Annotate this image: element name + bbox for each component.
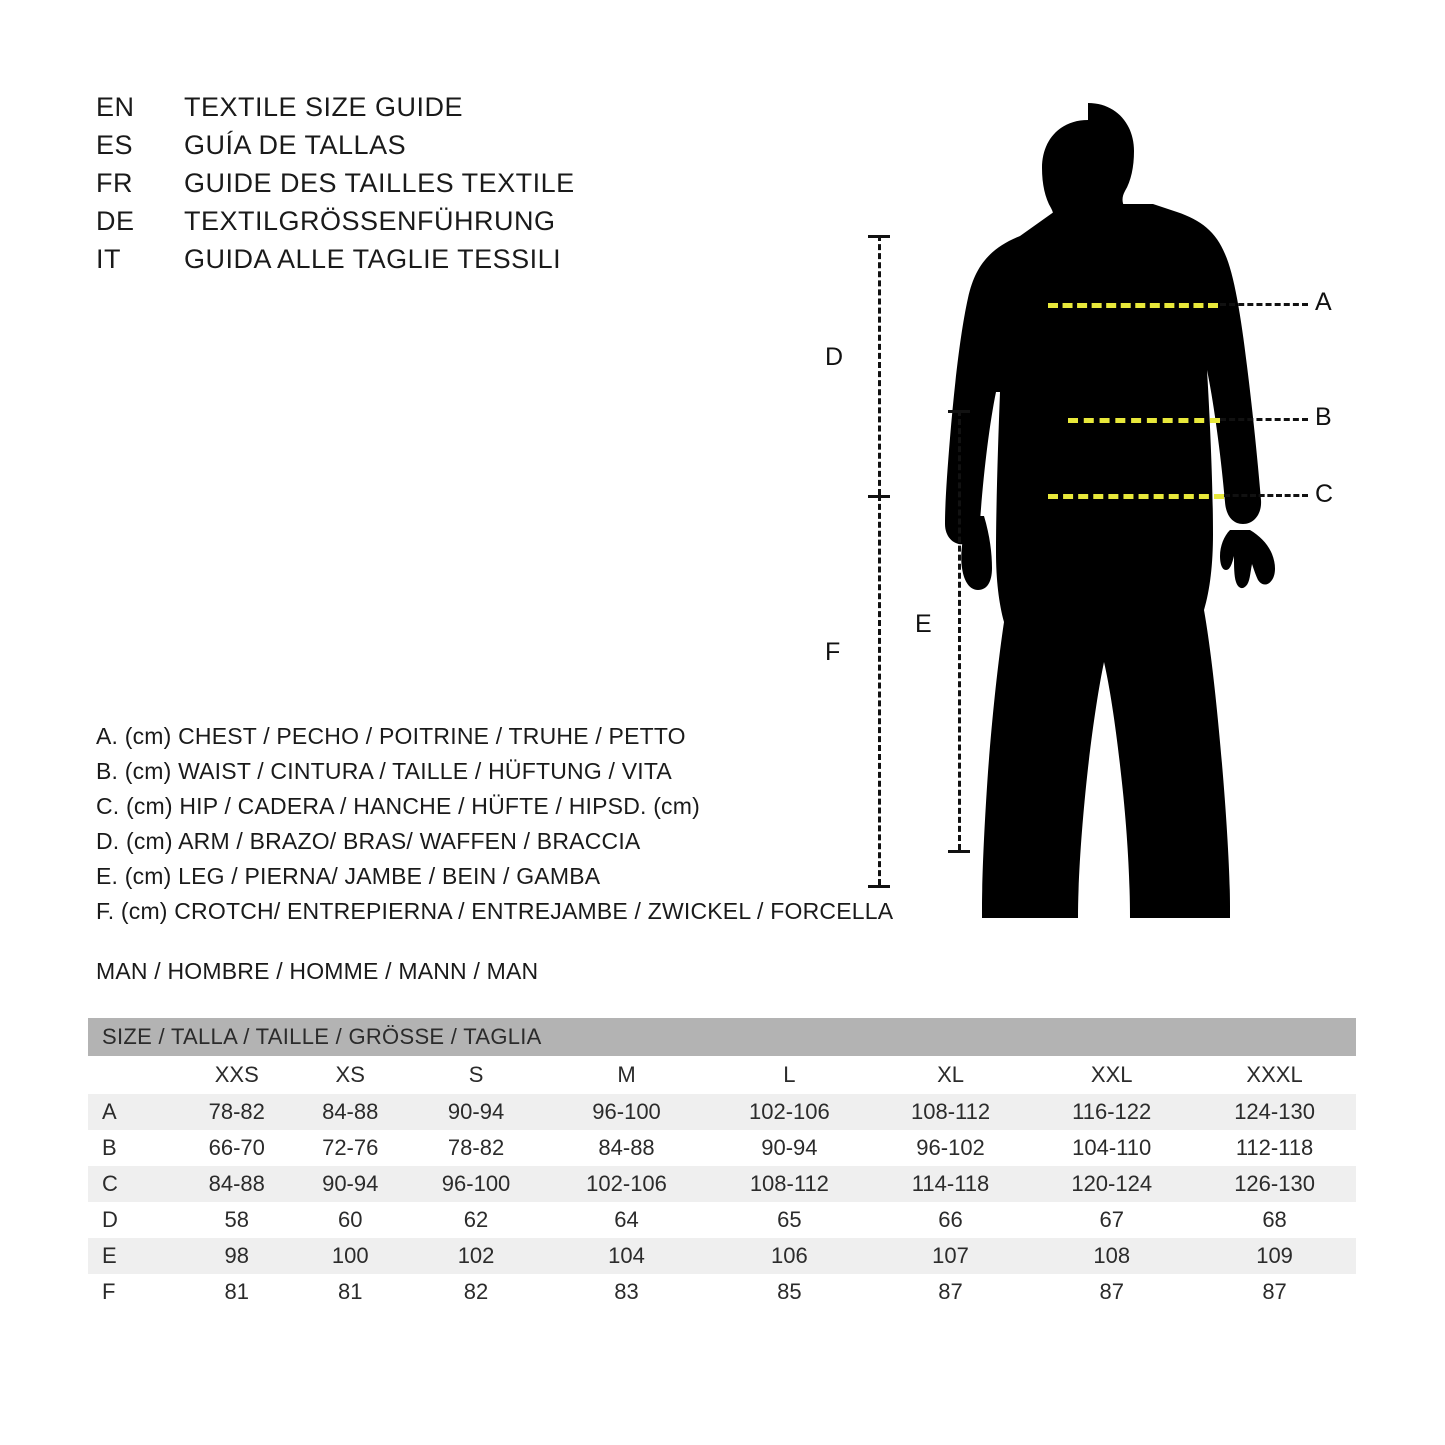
- cell-b-m: 84-88: [598, 1135, 655, 1160]
- chest-measure-line: [1048, 303, 1218, 308]
- title-text-es: GUÍA DE TALLAS: [184, 130, 407, 160]
- cell-f-xxs: 81: [224, 1279, 249, 1304]
- cell-d-xl: 66: [938, 1207, 963, 1232]
- legend-item-a: A. (cm) CHEST / PECHO / POITRINE / TRUHE / PETTO: [96, 723, 686, 749]
- leg-dimension-cap-top: [948, 410, 970, 413]
- cell-b-xs: 72-76: [322, 1135, 379, 1160]
- label-b: B: [1315, 403, 1332, 431]
- legend-item-b: B. (cm) WAIST / CINTURA / TAILLE / HÜFTUNG / VITA: [96, 758, 672, 784]
- arm-dimension-line: [878, 235, 881, 495]
- cell-e-s: 102: [407, 1238, 545, 1274]
- cell-e-xxl: 108: [1030, 1238, 1193, 1274]
- table-row: [88, 1166, 1356, 1202]
- cell-b-l: 90-94: [761, 1135, 818, 1160]
- label-d: D: [825, 343, 844, 371]
- table-row: [88, 1238, 1356, 1274]
- cell-f-xl: 87: [938, 1279, 963, 1304]
- title-lang-en: EN: [96, 92, 135, 122]
- cell-d-l: 65: [777, 1207, 802, 1232]
- row-label-b: B: [102, 1135, 117, 1160]
- cell-e-xl: 107: [871, 1238, 1031, 1274]
- legend-item-d: D. (cm) ARM / BRAZO/ BRAS/ WAFFEN / BRACCIA: [96, 828, 641, 854]
- cell-c-xxl: 120-124: [1030, 1166, 1193, 1202]
- measurement-legend: [96, 723, 893, 933]
- cell-b-s: 78-82: [447, 1135, 505, 1160]
- cell-b-xxl: 104-110: [1072, 1135, 1152, 1160]
- title-text-fr: GUIDE DES TAILLES TEXTILE: [184, 168, 575, 198]
- waist-measure-line: [1068, 418, 1220, 423]
- cell-c-l: 108-112: [708, 1166, 871, 1202]
- legend-item-e: E. (cm) LEG / PIERNA/ JAMBE / BEIN / GAMBA: [96, 863, 601, 889]
- col-header-xl: XL: [871, 1056, 1031, 1094]
- cell-d-xxxl: 68: [1262, 1207, 1287, 1232]
- title-lang-fr: FR: [96, 168, 133, 198]
- title-block: [96, 92, 575, 282]
- table-column-headers: [88, 1056, 1356, 1094]
- col-header-xxl: XXL: [1030, 1056, 1193, 1094]
- cell-a-l: 102-106: [708, 1094, 871, 1130]
- cell-e-l: 106: [708, 1238, 871, 1274]
- cell-a-xxl: 116-122: [1030, 1094, 1193, 1130]
- hip-measure-line: [1048, 494, 1224, 499]
- cell-e-m: 104: [545, 1238, 708, 1274]
- leg-dimension-cap-bottom: [948, 850, 970, 853]
- cell-b-xxxl: 112-118: [1235, 1135, 1314, 1160]
- cell-d-xs: 60: [337, 1207, 363, 1232]
- cell-a-s: 90-94: [407, 1094, 545, 1130]
- title-lang-de: DE: [96, 206, 135, 236]
- cell-b-xxs: 66-70: [208, 1135, 265, 1160]
- col-header-l: L: [708, 1056, 871, 1094]
- title-row: [96, 92, 575, 130]
- crotch-dimension-line: [878, 495, 881, 885]
- cell-a-xl: 108-112: [871, 1094, 1031, 1130]
- row-label-c: C: [88, 1166, 180, 1202]
- table-row: [88, 1202, 1356, 1238]
- crotch-dimension-cap-bottom: [868, 885, 890, 888]
- legend-item-f: F. (cm) CROTCH/ ENTREPIERNA / ENTREJAMBE / ZWICKEL / FORCELLA: [96, 898, 894, 924]
- cell-c-xs: 90-94: [293, 1166, 406, 1202]
- cell-c-xxs: 84-88: [180, 1166, 293, 1202]
- size-table: [88, 1018, 1356, 1310]
- leg-dimension-line: [958, 410, 961, 850]
- cell-c-s: 96-100: [407, 1166, 545, 1202]
- title-text-it: GUIDA ALLE TAGLIE TESSILI: [184, 244, 562, 274]
- col-header-m: M: [545, 1056, 708, 1094]
- table-row: [88, 1094, 1356, 1130]
- title-text-de: TEXTILGRÖSSENFÜHRUNG: [184, 206, 556, 236]
- col-header-xxs: XXS: [180, 1056, 293, 1094]
- label-c: C: [1315, 480, 1334, 508]
- label-f: F: [825, 638, 841, 666]
- label-e: E: [915, 610, 932, 638]
- corner-cell: [88, 1056, 180, 1094]
- cell-e-xxxl: 109: [1193, 1238, 1356, 1274]
- title-lang-es: ES: [96, 130, 134, 160]
- cell-f-m: 83: [614, 1279, 639, 1304]
- cell-f-l: 85: [777, 1279, 802, 1304]
- title-row: [96, 168, 575, 206]
- cell-d-xxl: 67: [1099, 1207, 1124, 1232]
- cell-d-m: 64: [614, 1207, 639, 1232]
- cell-a-m: 96-100: [545, 1094, 708, 1130]
- cell-c-m: 102-106: [545, 1166, 708, 1202]
- table-row: [88, 1130, 1356, 1166]
- title-row: [96, 130, 575, 168]
- title-row: [96, 206, 575, 244]
- figure-diagram: [820, 60, 1400, 960]
- table-header-label: SIZE / TALLA / TAILLE / GRÖSSE / TAGLIA: [88, 1018, 1356, 1056]
- title-text-en: TEXTILE SIZE GUIDE: [184, 92, 464, 122]
- table-row: [88, 1274, 1356, 1310]
- man-silhouette-icon: [820, 60, 1400, 960]
- cell-f-xxl: 87: [1099, 1279, 1124, 1304]
- lead-line-c: [1224, 494, 1308, 497]
- gender-label: MAN / HOMBRE / HOMME / MANN / MAN: [96, 958, 539, 984]
- label-a: A: [1315, 288, 1332, 316]
- cell-b-xl: 96-102: [916, 1135, 985, 1160]
- cell-d-s: 62: [463, 1207, 489, 1232]
- row-label-d: D: [102, 1207, 118, 1232]
- cell-c-xxxl: 126-130: [1193, 1166, 1356, 1202]
- arm-dimension-cap-top: [868, 235, 890, 238]
- cell-d-xxs: 58: [224, 1207, 249, 1232]
- title-lang-it: IT: [96, 244, 121, 274]
- cell-f-xxxl: 87: [1262, 1279, 1287, 1304]
- col-header-s: S: [407, 1056, 545, 1094]
- cell-c-xl: 114-118: [871, 1166, 1031, 1202]
- title-row: [96, 244, 575, 282]
- cell-e-xxs: 98: [180, 1238, 293, 1274]
- legend-item-c: C. (cm) HIP / CADERA / HANCHE / HÜFTE / HIPSD. (cm): [96, 793, 700, 819]
- row-label-a: A: [88, 1094, 180, 1130]
- lead-line-b: [1220, 418, 1308, 421]
- col-header-xxxl: XXXL: [1193, 1056, 1356, 1094]
- col-header-xs: XS: [293, 1056, 406, 1094]
- row-label-e: E: [88, 1238, 180, 1274]
- table-header-bar: [88, 1018, 1356, 1056]
- cell-e-xs: 100: [293, 1238, 406, 1274]
- cell-a-xxxl: 124-130: [1193, 1094, 1356, 1130]
- row-label-f: F: [102, 1279, 116, 1304]
- lead-line-a: [1220, 303, 1308, 306]
- cell-a-xxs: 78-82: [180, 1094, 293, 1130]
- cell-f-xs: 81: [337, 1279, 363, 1304]
- cell-f-s: 82: [463, 1279, 489, 1304]
- cell-a-xs: 84-88: [293, 1094, 406, 1130]
